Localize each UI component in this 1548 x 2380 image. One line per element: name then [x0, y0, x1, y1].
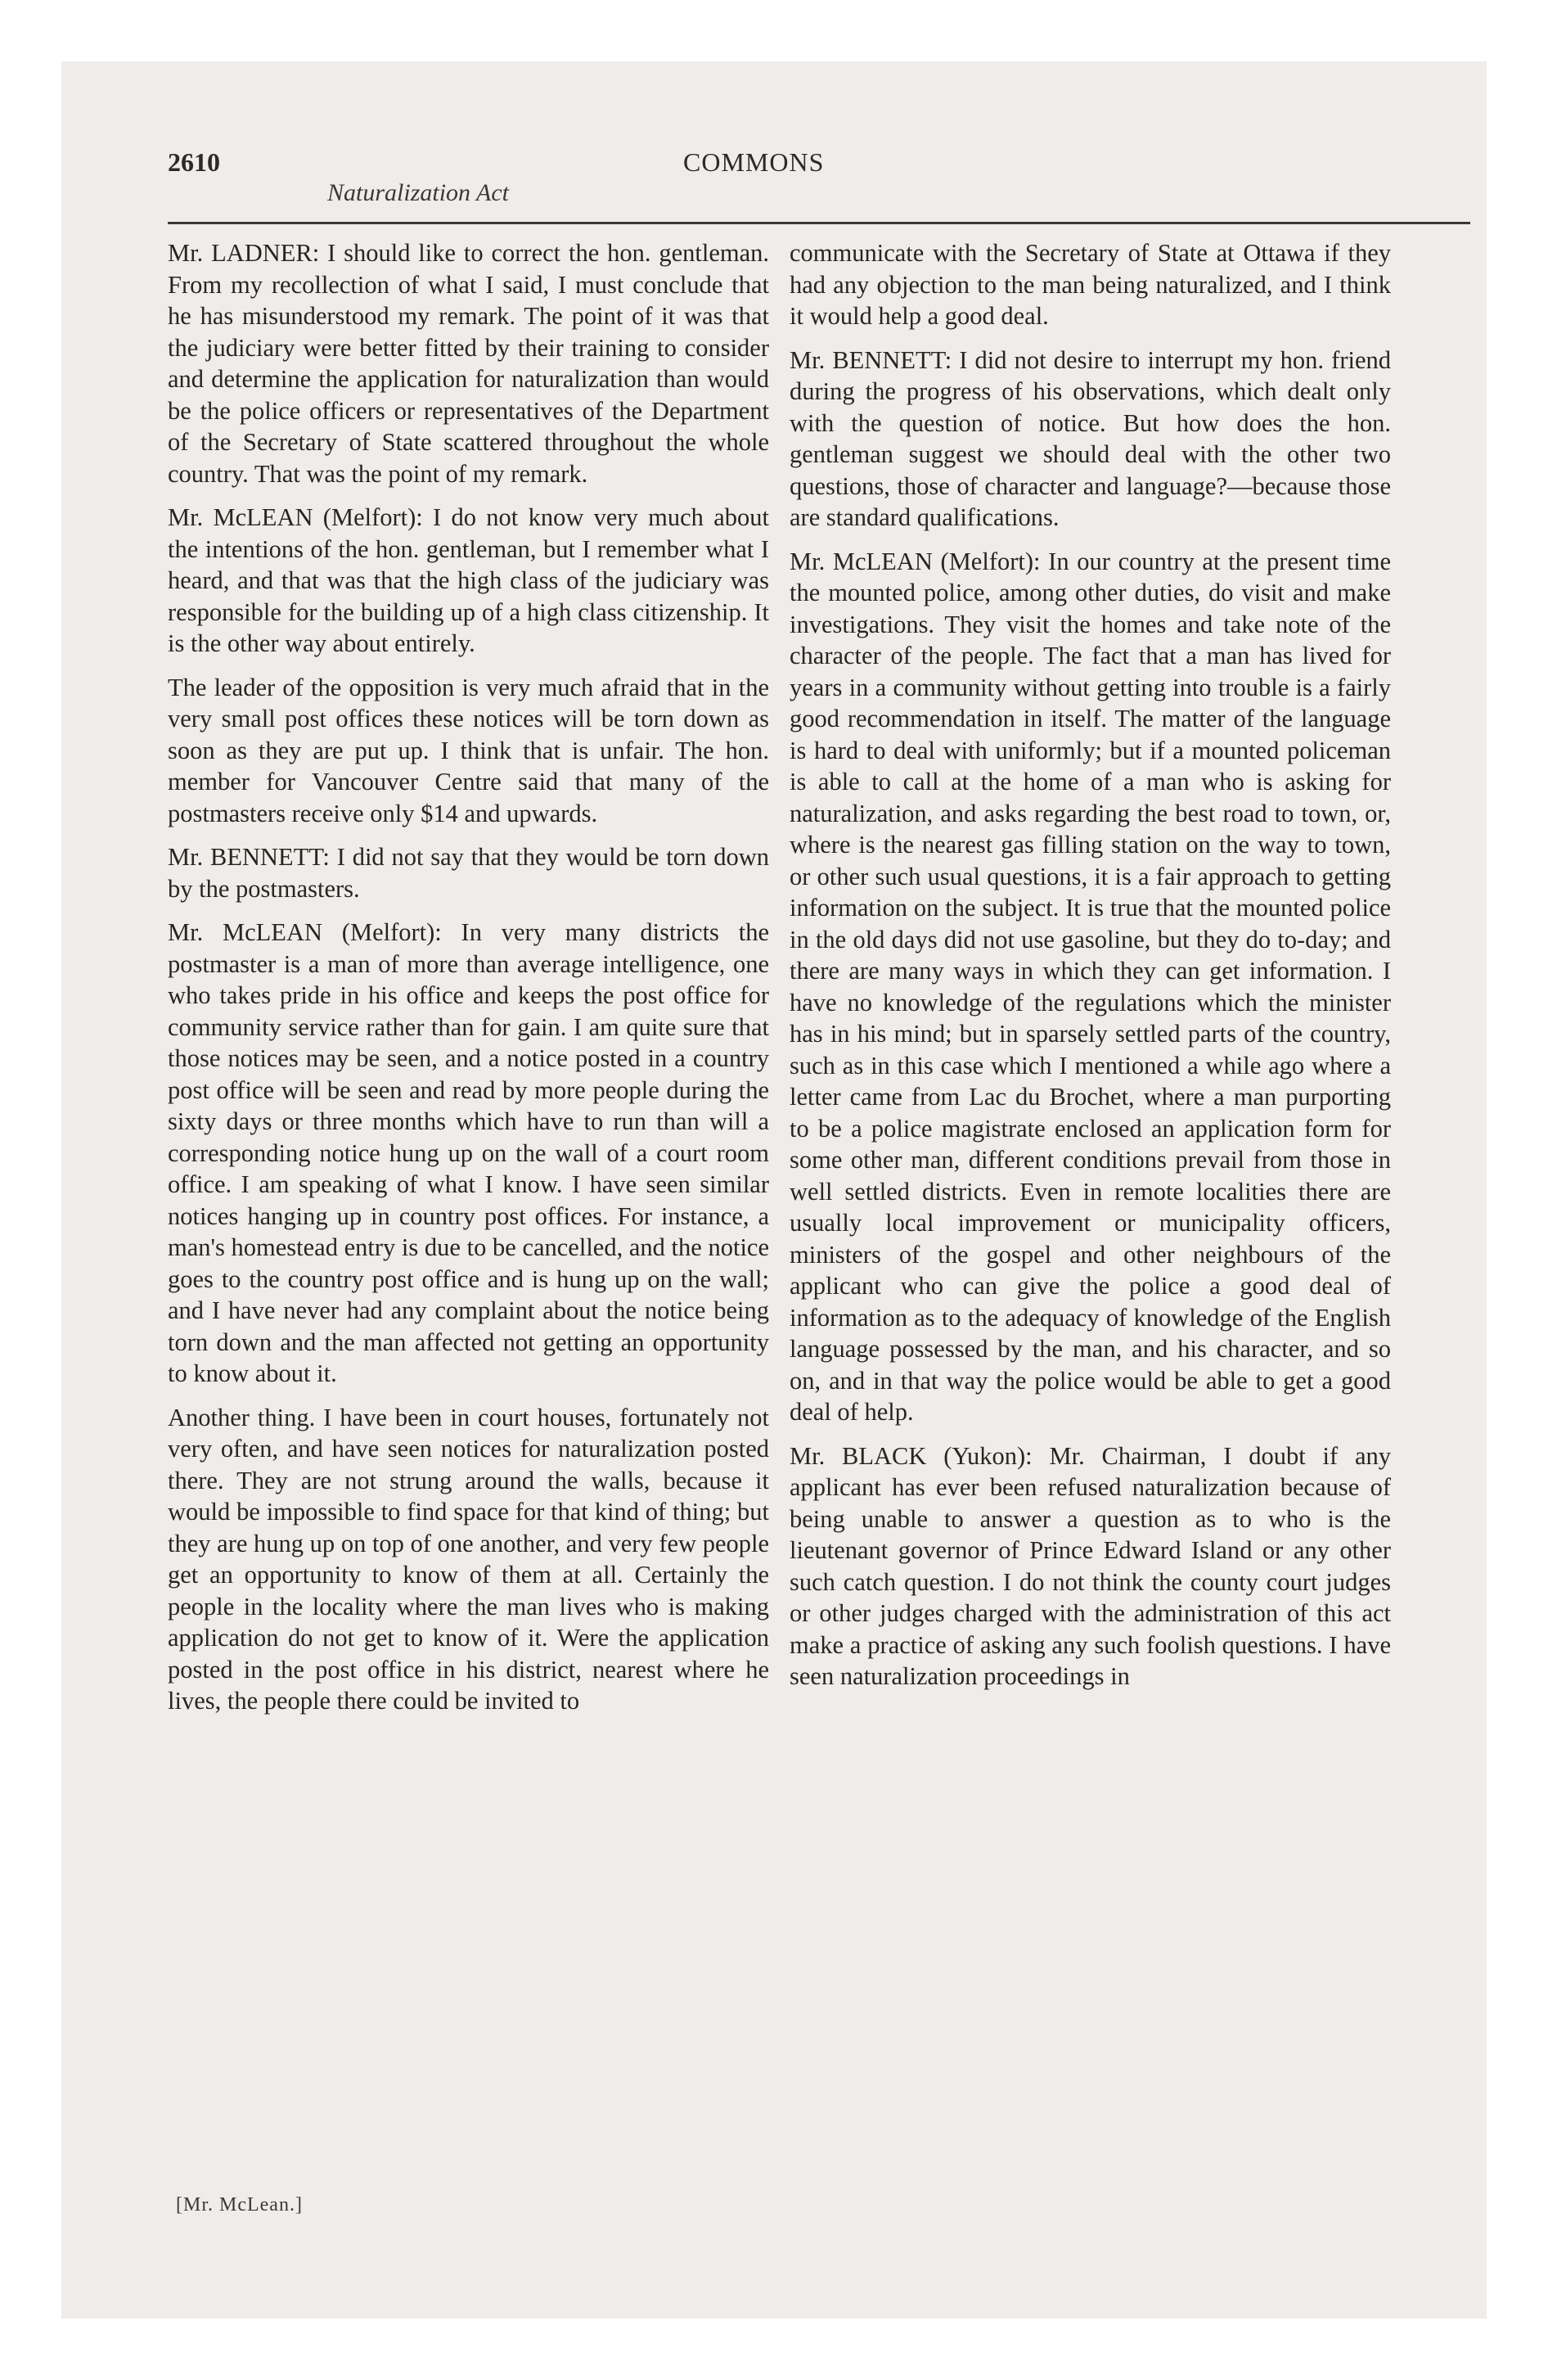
right-column — [790, 237, 1391, 1705]
running-head: COMMONS — [683, 147, 825, 177]
left-column — [168, 237, 769, 1729]
paragraph: Mr. McLEAN (Melfort): In our country at the present time the mounted police, among other duties, do visit and make investigations. They visit the homes and take note of the character of the people. The fact that a man has lived for years in a community without getting into trouble is a fairly good recommendation in itself. The matter of the language is hard to deal with uniformly; but if a mounted policeman is able to call at the home of a man who is asking for naturalization, and asks regarding the best road to town, or, where is the nearest gas filling station on the way to town, or other such usual questions, it is a fair approach to getting information on the subject. It is true that the mounted police in the old days did not use gasoline, but they do to-day; and there are many ways in which they can get information. I have no knowledge of the regulations which the minister has in his mind; but in sparsely settled parts of the country, such as in this case which I mentioned a while ago where a letter came from Lac du Brochet, where a man purporting to be a police magistrate enclosed an application form for some other man, different conditions prevail from those in well settled districts. Even in remote localities there are usually local improvement or municipality officers, ministers of the gospel and other neighbours of the applicant who can give the police a good deal of information as to the adequacy of knowledge of the English language possessed by the man, and his character, and so on, and in that way the police would be able to get a good deal of help. — [790, 547, 1391, 1426]
paragraph: Mr. McLEAN (Melfort): In very many districts the postmaster is a man of more than average intelligence, one who takes pride in his office and keeps the post office for community service rather than for gain. I am quite sure that those notices may be seen, and a notice posted in a country post office will be seen and read by more people during the sixty days or three months which have to run than will a corresponding notice hung up on the wall of a court room office. I am speaking of what I know. I have seen similar notices hanging up in country post offices. For instance, a man's homestead entry is due to be cancelled, and the notice goes to the country post office and is hung up on the wall; and I have never had any complaint about the notice being torn down and the man affected not getting an opportunity to know about it. — [168, 918, 769, 1387]
speaker-footnote: [Mr. McLean.] — [176, 2194, 303, 2215]
paragraph: Mr. McLEAN (Melfort): I do not know very much about the intentions of the hon. gentleman, but I remember what I heard, and that was that the high class of the judiciary was responsible for the building up of a high class citizenship. It is the other way about entirely. — [168, 503, 769, 657]
paragraph: Mr. BLACK (Yukon): Mr. Chairman, I doubt if any applicant has ever been refused naturalization because of being unable to answer a question as to who is the lieutenant governor of Prince Edward Island or any other such catch question. I do not think the county court judges or other judges charged with the administration of this act make a practice of asking any such foolish questions. I have seen naturalization proceedings in — [790, 1441, 1391, 1690]
paragraph: The leader of the opposition is very much afraid that in the very small post offices these notices will be torn down as soon as they are put up. I think that is unfair. The hon. member for Vancouver Centre said that many of the postmasters receive only $14 and upwards. — [168, 673, 769, 827]
paragraph: Mr. LADNER: I should like to correct the hon. gentleman. From my recollection of what I said, I must conclude that he has misunderstood my remark. The point of it was that the judiciary were better fitted by their training to consider and determine the application for naturalization than would be the police officers or representatives of the Department of the Secretary of State scattered throughout the whole country. That was the point of my remark. — [168, 239, 769, 488]
paragraph: Mr. BENNETT: I did not desire to interrupt my hon. friend during the progress of his observations, which dealt only with the question of notice. But how does the hon. gentleman suggest we should deal with the other two questions, those of character and language?—because those are standard qualifications. — [790, 345, 1391, 531]
paragraph: Mr. BENNETT: I did not say that they would be torn down by the postmasters. — [168, 843, 769, 903]
paragraph: communicate with the Secretary of State at Ottawa if they had any objection to the man being naturalized, and I think it would help a good deal. — [790, 239, 1391, 330]
page-sheet — [61, 61, 1487, 2319]
page-number: 2610 — [168, 147, 220, 177]
page-header — [61, 61, 1487, 233]
header-rule — [168, 222, 1470, 224]
section-title: Naturalization Act — [327, 179, 509, 206]
paragraph: Another thing. I have been in court houses, fortunately not very often, and have seen notices for naturalization posted there. They are not strung around the walls, because it would be impossible to find space for that kind of thing; but they are hung up on top of one another, and very few people get an opportunity to know of them at all. Certainly the people in the locality where the man lives who is making application do not get to know of it. Were the application posted in the post office in his district, nearest where he lives, the people there could be invited to — [168, 1403, 769, 1715]
